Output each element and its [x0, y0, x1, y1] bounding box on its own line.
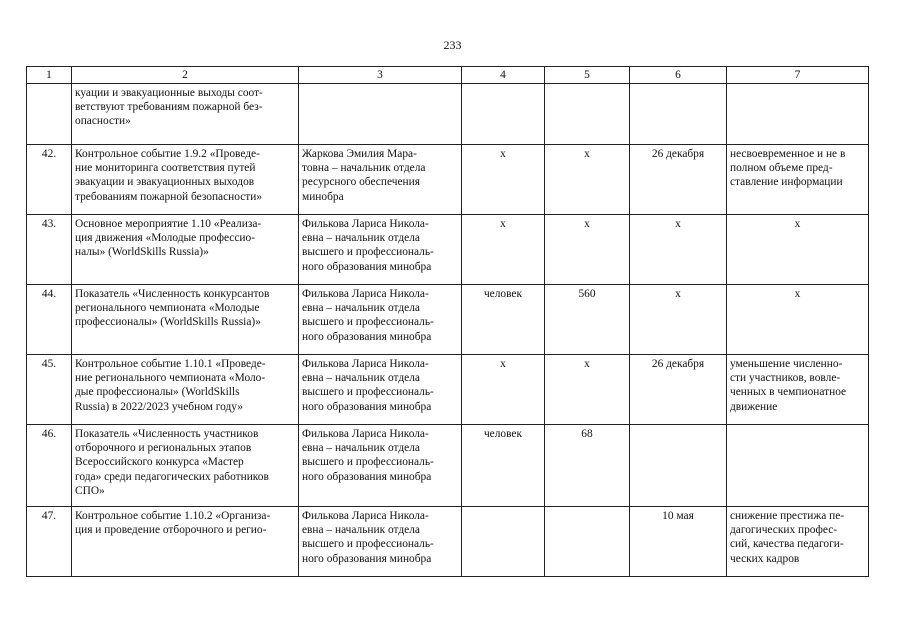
- event-name-cell-line: профессионалы» (WorldSkills Russia)»: [75, 316, 261, 329]
- unit-cell: [462, 84, 545, 145]
- event-name-cell-line: налы» (WorldSkills Russia)»: [75, 246, 209, 259]
- event-name-cell-line: Показатель «Численность участников: [75, 428, 259, 440]
- row-number-cell: 42.: [27, 145, 72, 215]
- date-cell: x: [630, 285, 727, 355]
- unit-cell: человек: [462, 425, 545, 507]
- risk-cell: [727, 507, 869, 577]
- table-row: [27, 507, 869, 577]
- event-name-cell-line: Показатель «Численность конкурсантов: [75, 288, 270, 300]
- event-name-cell-line: Основное мероприятие 1.10 «Реализа-: [75, 218, 262, 230]
- event-name-cell: [72, 215, 299, 285]
- responsible-person-cell-line: ного образования минобра: [302, 260, 432, 273]
- value-cell: x: [545, 145, 630, 215]
- risk-cell: [727, 215, 869, 285]
- event-name-cell-line: ция движения «Молодые профессио-: [75, 232, 255, 245]
- event-name-cell-line: куации и эвакуационные выходы соот-: [75, 87, 263, 99]
- risk-cell-line: ческих кадров: [730, 552, 800, 565]
- row-number-cell: 43.: [27, 215, 72, 285]
- unit-cell: [462, 507, 545, 577]
- row-number-cell: 44.: [27, 285, 72, 355]
- unit-cell: x: [462, 355, 545, 425]
- event-name-cell: [72, 425, 299, 507]
- event-name-cell-line: ветствуют требованиям пожарной без-: [75, 101, 263, 114]
- risk-cell-line: движение: [730, 400, 778, 413]
- responsible-person-cell: [299, 355, 462, 425]
- event-name-cell-line: ция и проведение отборочного и регио-: [75, 524, 267, 537]
- table-header: [27, 67, 869, 84]
- unit-cell: x: [462, 215, 545, 285]
- column-header: 2: [72, 67, 299, 84]
- date-cell: 26 декабря: [630, 355, 727, 425]
- column-header: 6: [630, 67, 727, 84]
- column-header: 3: [299, 67, 462, 84]
- event-name-cell-line: ние мониторинга соответствия путей: [75, 162, 256, 175]
- event-name-cell-line: отборочного и региональных этапов: [75, 442, 252, 455]
- risk-cell-line: x: [794, 288, 801, 300]
- event-name-cell-line: ние регионального чемпионата «Моло-: [75, 372, 266, 385]
- event-name-cell-line: опасности»: [75, 115, 131, 128]
- responsible-person-cell-line: товна – начальник отдела: [302, 162, 426, 175]
- date-cell: [630, 84, 727, 145]
- value-cell: 68: [545, 425, 630, 507]
- event-name-cell: [72, 84, 299, 145]
- event-name-cell-line: регионального чемпионата «Молодые: [75, 302, 260, 315]
- table-row: [27, 425, 869, 507]
- event-name-cell-line: Контрольное событие 1.10.1 «Проведе-: [75, 358, 266, 370]
- risk-cell: [727, 425, 869, 507]
- column-header: 4: [462, 67, 545, 84]
- data-table: [26, 66, 869, 577]
- responsible-person-cell-line: Филькова Лариса Никола-: [302, 218, 429, 230]
- row-number-cell: [27, 84, 72, 145]
- responsible-person-cell: [299, 425, 462, 507]
- table-row: [27, 145, 869, 215]
- risk-cell-line: дагогических профес-: [730, 524, 838, 537]
- row-number-cell: 47.: [27, 507, 72, 577]
- responsible-person-cell-line: ного образования минобра: [302, 552, 432, 565]
- event-name-cell-line: дые профессионалы» (WorldSkills: [75, 386, 240, 399]
- table-row: [27, 285, 869, 355]
- date-cell: [630, 425, 727, 507]
- unit-cell: человек: [462, 285, 545, 355]
- responsible-person-cell-line: евна – начальник отдела: [302, 302, 420, 315]
- responsible-person-cell-line: Филькова Лариса Никола-: [302, 358, 429, 370]
- risk-cell-line: снижение престижа пе-: [730, 510, 845, 522]
- risk-cell: [727, 84, 869, 145]
- date-cell: x: [630, 215, 727, 285]
- date-cell: 26 декабря: [630, 145, 727, 215]
- risk-cell: [727, 285, 869, 355]
- risk-cell-line: ченных в чемпионатное: [730, 386, 847, 399]
- date-cell: 10 мая: [630, 507, 727, 577]
- row-number-cell: 46.: [27, 425, 72, 507]
- responsible-person-cell-line: минобра: [302, 190, 344, 203]
- risk-cell-line: уменьшение численно-: [730, 358, 843, 370]
- event-name-cell-line: эвакуации и эвакуационных выходов: [75, 176, 255, 189]
- table-row: [27, 84, 869, 145]
- responsible-person-cell: [299, 84, 462, 145]
- responsible-person-cell-line: Филькова Лариса Никола-: [302, 510, 429, 522]
- responsible-person-cell-line: высшего и профессиональ-: [302, 538, 434, 551]
- risk-cell-line: несвоевременное и не в: [730, 148, 846, 160]
- page-number: 233: [443, 38, 462, 52]
- responsible-person-cell-line: евна – начальник отдела: [302, 524, 420, 537]
- event-name-cell: [72, 285, 299, 355]
- responsible-person-cell-line: евна – начальник отдела: [302, 372, 420, 385]
- responsible-person-cell-line: евна – начальник отдела: [302, 442, 420, 455]
- risk-cell-line: сти участников, вовле-: [730, 372, 841, 385]
- risk-cell-line: сий, качества педагоги-: [730, 538, 844, 551]
- responsible-person-cell-line: высшего и профессиональ-: [302, 456, 434, 469]
- column-header: 1: [27, 67, 72, 84]
- responsible-person-cell-line: высшего и профессиональ-: [302, 386, 434, 399]
- event-name-cell-line: Контрольное событие 1.10.2 «Организа-: [75, 510, 271, 522]
- table-row: [27, 215, 869, 285]
- risk-cell: [727, 355, 869, 425]
- responsible-person-cell-line: ного образования минобра: [302, 330, 432, 343]
- risk-cell-line: x: [794, 218, 801, 230]
- table-body: [27, 84, 869, 577]
- event-name-cell-line: Контрольное событие 1.9.2 «Проведе-: [75, 148, 260, 160]
- risk-cell: [727, 145, 869, 215]
- responsible-person-cell: [299, 215, 462, 285]
- risk-cell-line: полном объеме пред-: [730, 162, 833, 175]
- responsible-person-cell-line: евна – начальник отдела: [302, 232, 420, 245]
- responsible-person-cell: [299, 507, 462, 577]
- value-cell: x: [545, 355, 630, 425]
- responsible-person-cell: [299, 145, 462, 215]
- event-name-cell-line: СПО»: [75, 484, 105, 497]
- column-header: 5: [545, 67, 630, 84]
- event-name-cell-line: Всероссийского конкурса «Мастер: [75, 456, 244, 469]
- responsible-person-cell-line: Филькова Лариса Никола-: [302, 288, 429, 300]
- event-name-cell-line: требованиям пожарной безопасности»: [75, 190, 263, 203]
- event-name-cell: [72, 507, 299, 577]
- event-name-cell: [72, 355, 299, 425]
- event-name-cell: [72, 145, 299, 215]
- header-row: [27, 67, 869, 84]
- table-row: [27, 355, 869, 425]
- unit-cell: x: [462, 145, 545, 215]
- column-header: 7: [727, 67, 869, 84]
- responsible-person-cell-line: высшего и профессиональ-: [302, 316, 434, 329]
- event-name-cell-line: года» среди педагогических работников: [75, 470, 269, 483]
- value-cell: [545, 84, 630, 145]
- value-cell: 560: [545, 285, 630, 355]
- value-cell: x: [545, 215, 630, 285]
- risk-cell-line: ставление информации: [730, 176, 843, 189]
- row-number-cell: 45.: [27, 355, 72, 425]
- responsible-person-cell: [299, 285, 462, 355]
- responsible-person-cell-line: ного образования минобра: [302, 470, 432, 483]
- responsible-person-cell-line: Филькова Лариса Никола-: [302, 428, 429, 440]
- responsible-person-cell-line: ного образования минобра: [302, 400, 432, 413]
- responsible-person-cell-line: ресурсного обеспечения: [302, 176, 420, 189]
- responsible-person-cell-line: высшего и профессиональ-: [302, 246, 434, 259]
- event-name-cell-line: Russia) в 2022/2023 учебном году»: [75, 400, 243, 413]
- responsible-person-cell-line: Жаркова Эмилия Мара-: [302, 148, 417, 160]
- value-cell: [545, 507, 630, 577]
